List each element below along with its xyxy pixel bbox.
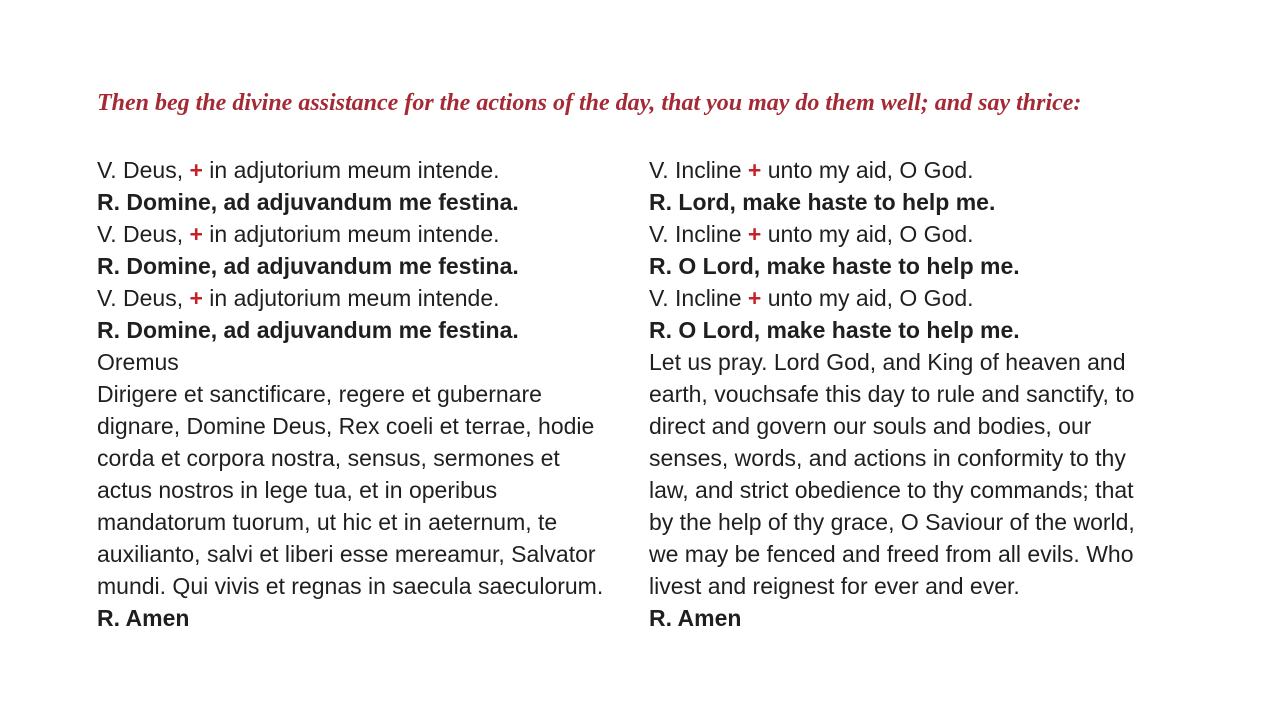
red-cross-icon: + (189, 157, 203, 183)
text-segment: V. Incline (649, 157, 748, 183)
text-segment: earth, vouchsafe this day to rule and sanctify, to (649, 381, 1135, 407)
response-line (649, 314, 1201, 346)
text-segment: R. O Lord, make haste to help me. (649, 317, 1020, 343)
versicle-line (649, 154, 1201, 186)
text-segment: V. Deus, (97, 157, 190, 183)
prayer-text-line (649, 474, 1201, 506)
text-segment: in adjutorium meum intende. (202, 221, 500, 247)
text-segment: auxilianto, salvi et liberi esse mereamur, Salvator (97, 541, 596, 567)
prayer-text-line (649, 378, 1201, 410)
red-cross-icon: + (189, 221, 203, 247)
response-line (97, 314, 649, 346)
prayer-text-line (649, 346, 1201, 378)
red-cross-icon: + (747, 221, 762, 247)
prayer-text-line (97, 570, 649, 602)
red-cross-icon: + (189, 285, 203, 311)
text-segment: direct and govern our souls and bodies, our (649, 413, 1092, 439)
text-segment: Dirigere et sanctificare, regere et gubernare (97, 381, 542, 407)
text-segment: R. O Lord, make haste to help me. (649, 253, 1020, 279)
text-segment: R. Domine, ad adjuvandum me festina. (97, 189, 519, 215)
latin-column (97, 154, 649, 634)
red-cross-icon: + (747, 157, 762, 183)
text-segment: in adjutorium meum intende. (202, 157, 500, 183)
text-segment: livest and reignest for ever and ever. (649, 573, 1020, 599)
rubric-heading: Then beg the divine assistance for the actions of the day, that you may do them well; and say thrice: (97, 90, 1082, 116)
text-segment: dignare, Domine Deus, Rex coeli et terrae, hodie (97, 413, 595, 439)
prayer-text-line (649, 410, 1201, 442)
text-segment: unto my aid, O God. (761, 285, 974, 311)
text-segment: mundi. Qui vivis et regnas in saecula saeculorum. (97, 573, 604, 599)
response-line (649, 602, 1201, 634)
prayer-text-line (649, 442, 1201, 474)
response-line (97, 186, 649, 218)
versicle-line (97, 154, 649, 186)
text-segment: V. Incline (649, 285, 748, 311)
text-segment: R. Lord, make haste to help me. (649, 189, 996, 215)
prayer-text-line (97, 346, 649, 378)
prayer-text-line (649, 570, 1201, 602)
text-segment: Let us pray. Lord God, and King of heaven and (649, 349, 1126, 375)
prayer-text-line (649, 538, 1201, 570)
text-segment: actus nostros in lege tua, et in operibus (97, 477, 498, 503)
text-segment: R. Domine, ad adjuvandum me festina. (97, 253, 519, 279)
text-segment: V. Incline (649, 221, 748, 247)
english-column (649, 154, 1201, 634)
response-line (97, 602, 649, 634)
prayer-text-line (97, 506, 649, 538)
text-segment: in adjutorium meum intende. (202, 285, 500, 311)
versicle-line (649, 282, 1201, 314)
prayer-text-line (97, 378, 649, 410)
text-segment: law, and strict obedience to thy commands; that (649, 477, 1134, 503)
text-segment: V. Deus, (97, 285, 190, 311)
text-segment: R. Amen (97, 605, 190, 631)
text-segment: corda et corpora nostra, sensus, sermones et (97, 445, 560, 471)
text-segment: we may be fenced and freed from all evils. Who (649, 541, 1134, 567)
prayer-text-line (97, 442, 649, 474)
text-segment: unto my aid, O God. (761, 221, 974, 247)
response-line (97, 250, 649, 282)
text-segment: senses, words, and actions in conformity to thy (649, 445, 1126, 471)
text-segment: by the help of thy grace, O Saviour of the world, (649, 509, 1135, 535)
prayer-text-line (649, 506, 1201, 538)
prayer-text-line (97, 474, 649, 506)
prayer-text-line (97, 538, 649, 570)
response-line (649, 186, 1201, 218)
prayer-text-line (97, 410, 649, 442)
text-segment: R. Domine, ad adjuvandum me festina. (97, 317, 519, 343)
versicle-line (97, 282, 649, 314)
text-segment: mandatorum tuorum, ut hic et in aeternum, te (97, 509, 558, 535)
versicle-line (97, 218, 649, 250)
text-segment: Oremus (97, 349, 179, 375)
red-cross-icon: + (747, 285, 762, 311)
text-segment: unto my aid, O God. (761, 157, 974, 183)
response-line (649, 250, 1201, 282)
text-segment: V. Deus, (97, 221, 190, 247)
versicle-line (649, 218, 1201, 250)
text-segment: R. Amen (649, 605, 742, 631)
